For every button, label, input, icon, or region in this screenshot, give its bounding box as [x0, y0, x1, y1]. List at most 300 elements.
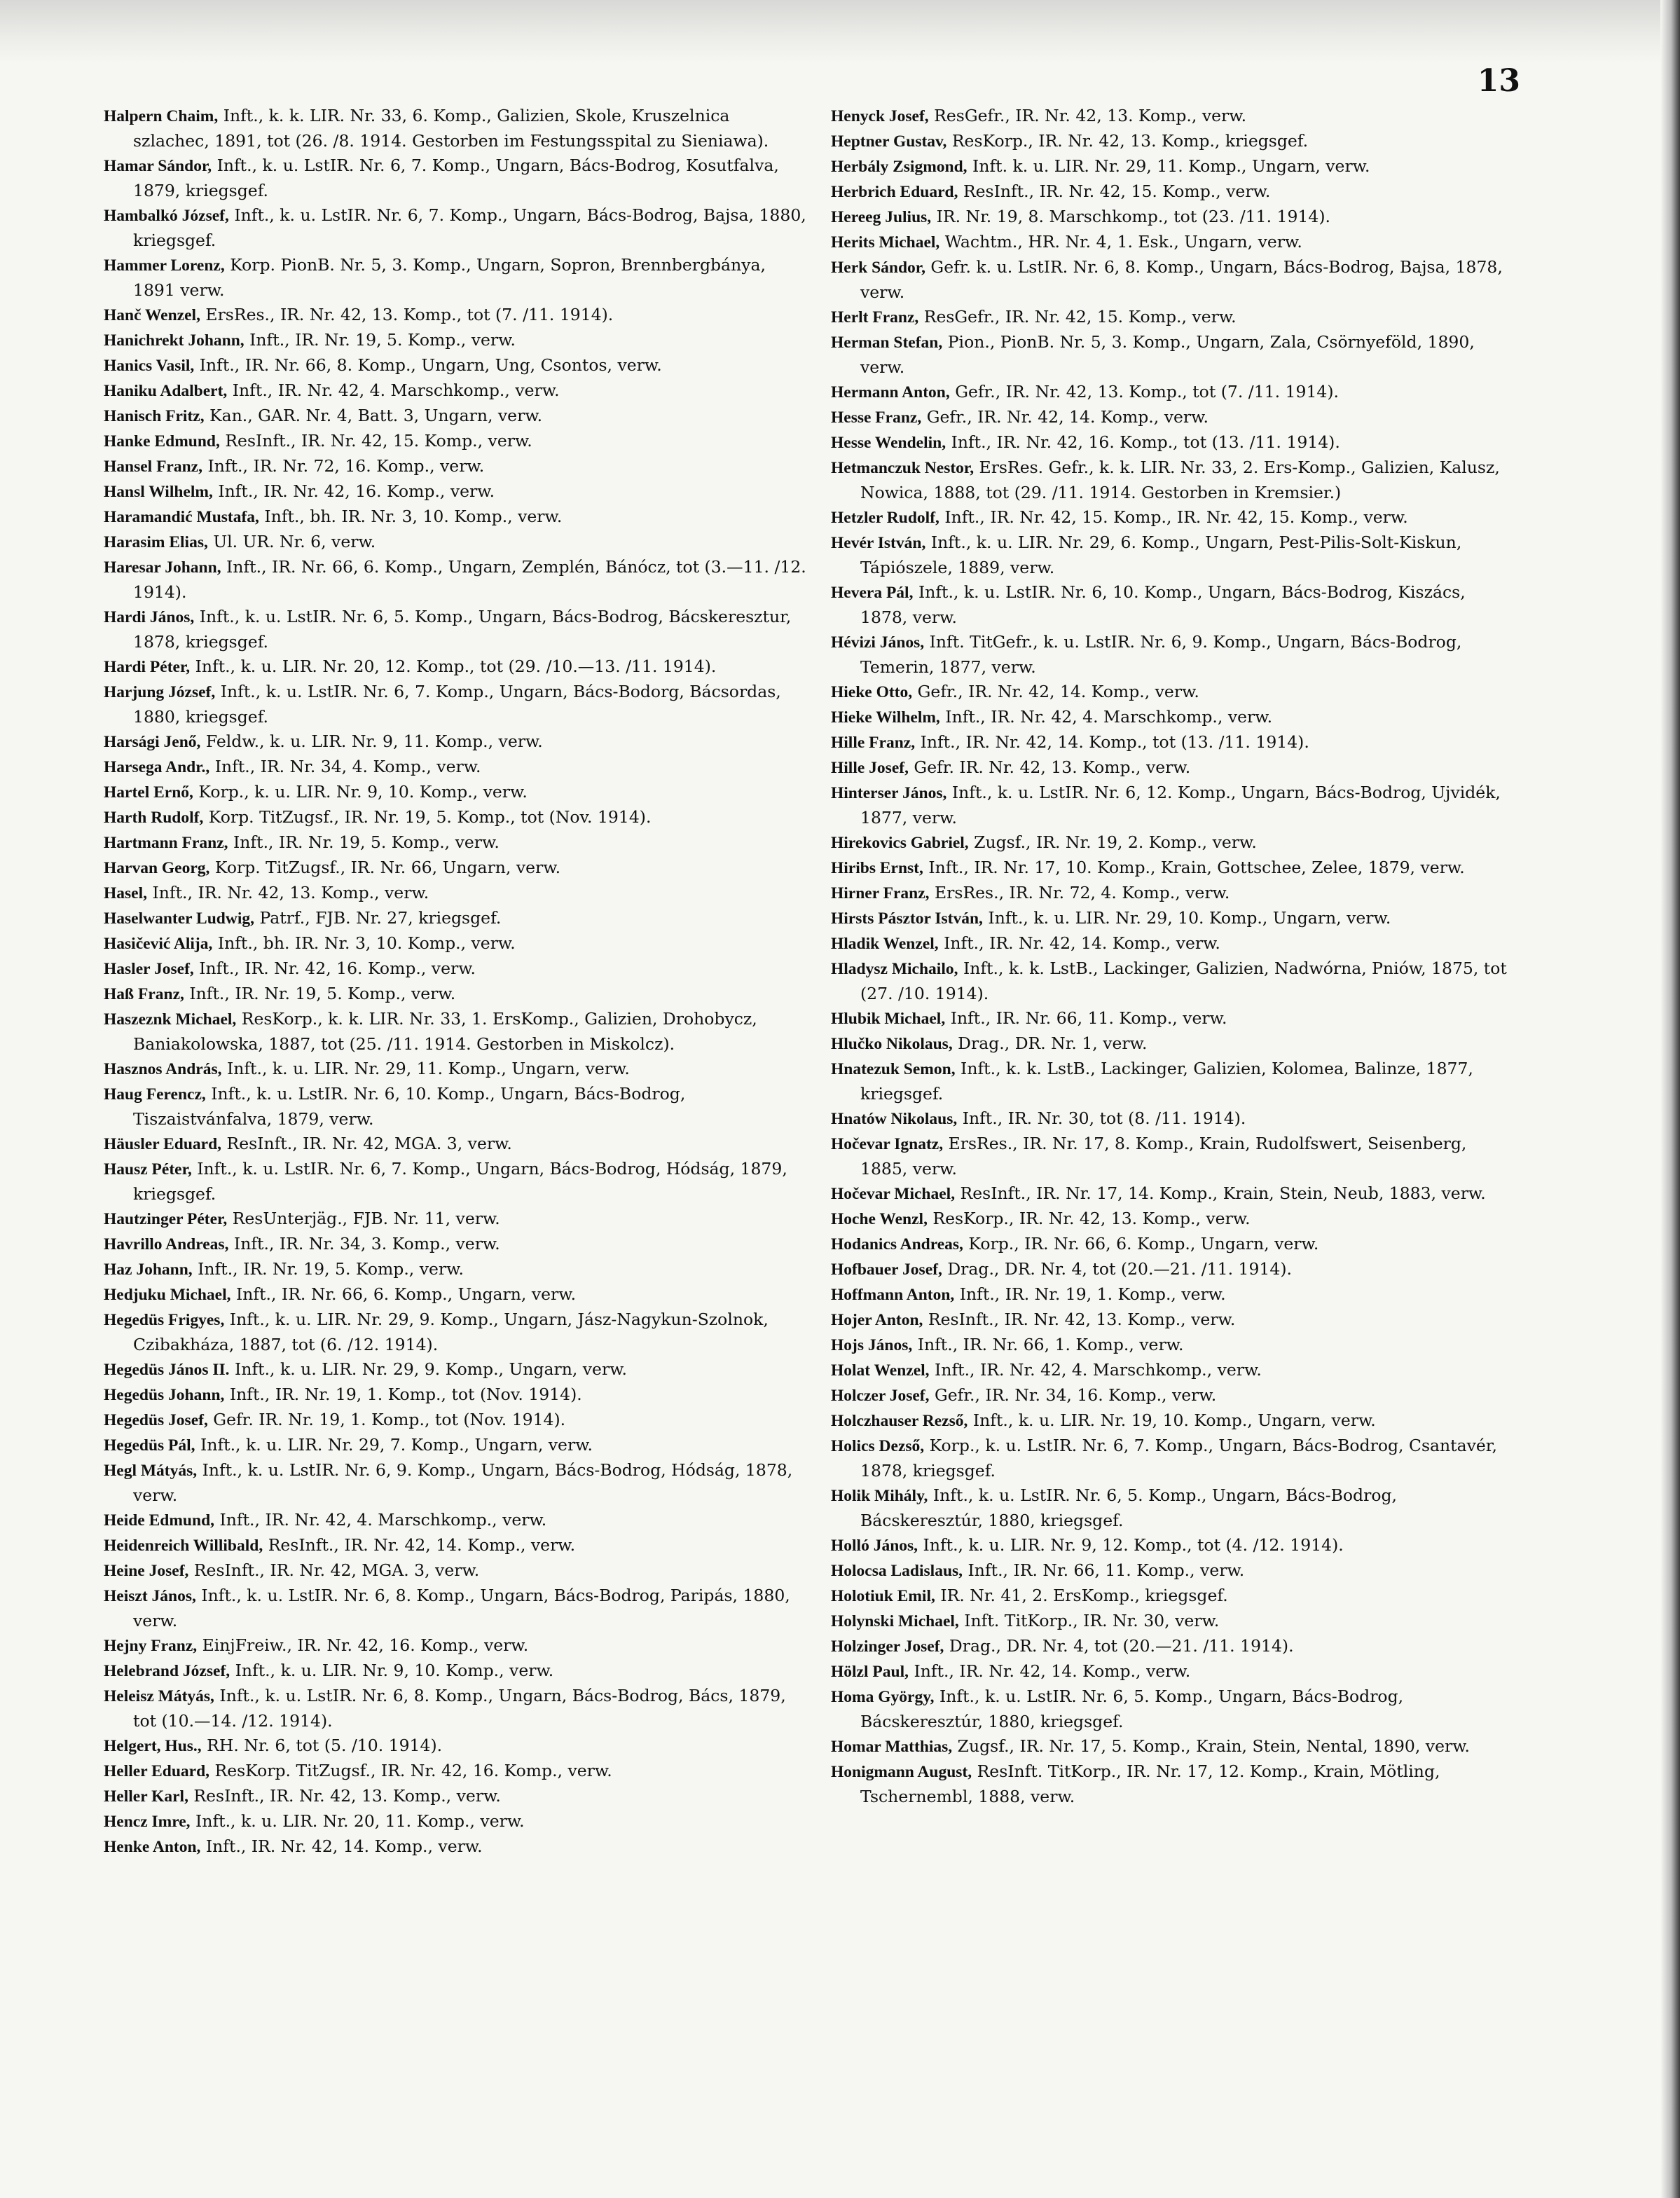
entry-details: Feldw., k. u. LIR. Nr. 9, 11. Komp., verw.: [200, 731, 543, 751]
entry-name: Harjung József,: [104, 683, 216, 701]
entry-details: Inft., k. u. LstIR. Nr. 6, 10. Komp., Ungarn, Bács-Bodrog, Kiszács, 1878, verw.: [860, 582, 1466, 627]
entry-name: Haniku Adalbert,: [104, 382, 228, 400]
entry-details: Inft., IR. Nr. 42, 14. Komp., verw.: [908, 1661, 1191, 1681]
entry-name: Heptner Gustav,: [831, 132, 947, 151]
casualty-entry: [104, 530, 810, 555]
entry-name: Hardi Péter,: [104, 658, 191, 676]
casualty-entry: [831, 1634, 1510, 1659]
entry-details: Inft., k. u. LstIR. Nr. 6, 7. Komp., Ungarn, Bács-Bodrog, Hódság, 1879, kriegsgef.: [133, 1159, 787, 1204]
casualty-entry: [831, 730, 1510, 755]
casualty-entry: [104, 1257, 810, 1282]
casualty-entry: [104, 378, 810, 404]
entry-name: Hegedüs Pál,: [104, 1436, 195, 1455]
entry-details: Drag., DR. Nr. 1, verw.: [952, 1033, 1148, 1053]
entry-name: Hirner Franz,: [831, 884, 930, 902]
entry-name: Heller Eduard,: [104, 1762, 210, 1780]
entry-details: Gefr., IR. Nr. 42, 13. Komp., tot (7. /11. 1914).: [949, 382, 1339, 401]
entry-details: Inft., IR. Nr. 42, 4. Marschkomp., verw.: [939, 707, 1273, 727]
casualty-entry: [831, 104, 1510, 129]
entry-details: Pion., PionB. Nr. 5, 3. Komp., Ungarn, Zala, Csörnyeföld, 1890, verw.: [860, 332, 1475, 377]
casualty-entry: [104, 1633, 810, 1658]
entry-name: Hieke Otto,: [831, 683, 913, 701]
entry-details: Gefr. IR. Nr. 19, 1. Komp., tot (Nov. 1914).: [207, 1410, 566, 1429]
entry-name: Heide Edmund,: [104, 1511, 215, 1530]
casualty-entry: [831, 931, 1510, 956]
entry-details: Inft., IR. Nr. 42, 13. Komp., verw.: [147, 883, 429, 902]
entry-details: ResInft., IR. Nr. 42, 14. Komp., verw.: [263, 1535, 576, 1555]
entry-details: ResInft. TitKorp., IR. Nr. 17, 12. Komp., Krain, Mötling, Tschernembl, 1888, verw.: [860, 1761, 1440, 1806]
entry-name: Hegedüs János II.: [104, 1361, 230, 1379]
entry-details: Inft., IR. Nr. 42, 4. Marschkomp., verw.: [929, 1360, 1262, 1380]
entry-name: Heller Karl,: [104, 1787, 188, 1806]
entry-details: ResInft., IR. Nr. 42, 15. Komp., verw.: [958, 181, 1271, 201]
entry-name: Holczhauser Rezső,: [831, 1412, 968, 1430]
entry-details: ErsRes., IR. Nr. 17, 8. Komp., Krain, Rudolfswert, Seisenberg, 1885, verw.: [860, 1134, 1467, 1179]
entry-name: Hetmanczuk Nestor,: [831, 459, 975, 477]
casualty-entry: [831, 179, 1510, 205]
casualty-entry: [831, 1558, 1510, 1584]
entry-details: Inft. k. u. LIR. Nr. 29, 11. Komp., Ungarn, verw.: [967, 156, 1370, 176]
casualty-entry: [831, 230, 1510, 255]
entry-name: Hirsts Pásztor István,: [831, 909, 983, 928]
casualty-entry: [104, 1307, 810, 1357]
entry-details: Inft. TitGefr., k. u. LstIR. Nr. 6, 9. Komp., Ungarn, Bács-Bodrog, Temerin, 1877, verw.: [860, 632, 1462, 677]
entry-name: Holik Mihály,: [831, 1487, 928, 1505]
casualty-entry: [831, 405, 1510, 430]
entry-name: Hevera Pál,: [831, 584, 914, 602]
casualty-entry: [104, 856, 810, 881]
entry-name: Hegedüs Frigyes,: [104, 1311, 225, 1329]
casualty-entry: [104, 931, 810, 956]
entry-details: Inft., k. u. LstIR. Nr. 6, 5. Komp., Ungarn, Bács-Bodrog, Bácskeresztur, 1878, kriegsgef.: [133, 607, 792, 652]
casualty-entry: [831, 380, 1510, 405]
entry-name: Haug Ferencz,: [104, 1085, 206, 1104]
casualty-entry: [831, 1759, 1510, 1809]
casualty-entry: [831, 1307, 1510, 1333]
casualty-entry: [831, 1358, 1510, 1383]
casualty-entry: [831, 705, 1510, 730]
entry-name: Hojs János,: [831, 1336, 913, 1354]
entry-details: Gefr. IR. Nr. 42, 13. Komp., verw.: [908, 757, 1191, 777]
casualty-entry: [831, 1106, 1510, 1132]
casualty-entry: [831, 1383, 1510, 1408]
casualty-entry: [831, 1181, 1510, 1207]
entry-name: Harvan Georg,: [104, 859, 210, 877]
entry-name: Hansel Franz,: [104, 458, 202, 476]
entry-details: Inft., k. u. LstIR. Nr. 6, 12. Komp., Ungarn, Bács-Bodrog, Ujvidék, 1877, verw.: [860, 783, 1501, 827]
entry-details: Inft., IR. Nr. 66, 6. Komp., Ungarn, verw.: [230, 1284, 577, 1304]
casualty-entry: [831, 205, 1510, 230]
entry-details: Inft., IR. Nr. 34, 3. Komp., verw.: [228, 1234, 500, 1253]
casualty-entry: [104, 1082, 810, 1132]
entry-details: Inft., k. k. LstB., Lackinger, Galizien, Kolomea, Balinze, 1877, kriegsgef.: [860, 1059, 1473, 1104]
entry-details: Korp., k. u. LstIR. Nr. 6, 7. Komp., Ungarn, Bács-Bodrog, Csantavér, 1878, kriegsgef.: [860, 1436, 1497, 1481]
entry-details: Inft., k. u. LIR. Nr. 29, 6. Komp., Ungarn, Pest-Pilis-Solt-Kiskun, Tápiószele, 1889, verw.: [860, 533, 1462, 577]
entry-name: Herbály Zsigmond,: [831, 158, 968, 176]
entry-details: Drag., DR. Nr. 4, tot (20.—21. /11. 1914).: [942, 1259, 1292, 1279]
casualty-entry: [831, 680, 1510, 705]
entry-name: Hautzinger Péter,: [104, 1210, 228, 1228]
entry-name: Holotiuk Emil,: [831, 1587, 935, 1605]
casualty-entry: [104, 729, 810, 755]
entry-name: Hegedüs Johann,: [104, 1386, 225, 1404]
casualty-entry: [831, 580, 1510, 630]
entry-name: Hegl Mátyás,: [104, 1462, 198, 1480]
casualty-entry: [104, 1282, 810, 1307]
entry-details: Inft., IR. Nr. 66, 11. Komp., verw.: [963, 1560, 1245, 1580]
entry-details: Inft., k. u. LstIR. Nr. 6, 8. Komp., Ungarn, Bács-Bodrog, Paripás, 1880, verw.: [133, 1586, 790, 1630]
scan-right-edge: [1660, 0, 1680, 2198]
entry-name: Hammer Lorenz,: [104, 256, 225, 275]
entry-name: Hesse Wendelin,: [831, 434, 946, 452]
casualty-entry: [104, 830, 810, 856]
entry-details: Korp., IR. Nr. 66, 6. Komp., Ungarn, verw.: [963, 1234, 1319, 1253]
entry-details: Inft., k. u. LstIR. Nr. 6, 7. Komp., Ungarn, Bács-Bodrog, Kosutfalva, 1879, kriegsgef.: [133, 156, 779, 200]
casualty-entry: [104, 253, 810, 303]
casualty-entry: [104, 104, 810, 153]
entry-details: ResInft., IR. Nr. 42, 15. Komp., verw.: [219, 431, 532, 451]
casualty-entry: [104, 1533, 810, 1558]
entry-details: Inft., k. k. LIR. Nr. 33, 6. Komp., Galizien, Skole, Kruszelnica szlachec, 1891, tot (26. /8. 1914. Gestorben im Festungsspital zu Sieniawa).: [133, 106, 769, 151]
entry-name: Hlubik Michael,: [831, 1010, 946, 1028]
entry-details: Inft., IR. Nr. 19, 5. Komp., verw.: [184, 984, 456, 1003]
casualty-entry: [831, 1408, 1510, 1434]
entry-details: Gefr., IR. Nr. 42, 14. Komp., verw.: [912, 682, 1199, 701]
casualty-entry: [831, 1659, 1510, 1684]
casualty-entry: [104, 353, 810, 378]
entry-name: Halpern Chaim,: [104, 107, 219, 125]
scan-top-shading: [0, 0, 1680, 63]
entry-name: Hanč Wenzel,: [104, 306, 200, 324]
entry-name: Harsági Jenő,: [104, 733, 201, 751]
entry-name: Homa György,: [831, 1688, 935, 1706]
entry-details: ResUnterjäg., FJB. Nr. 11, verw.: [227, 1209, 500, 1228]
entry-name: Hegedüs Josef,: [104, 1411, 208, 1429]
entry-details: Inft., IR. Nr. 42, 14. Komp., tot (13. /11. 1914).: [915, 732, 1309, 752]
page-number: 13: [1477, 63, 1520, 99]
entry-details: Inft., IR. Nr. 66, 8. Komp., Ungarn, Ung, Csontos, verw.: [194, 355, 662, 375]
entry-name: Heine Josef,: [104, 1562, 189, 1580]
entry-details: ResKorp., IR. Nr. 42, 13. Komp., kriegsgef.: [946, 131, 1309, 151]
casualty-entry: [104, 1232, 810, 1257]
casualty-entry: [104, 1207, 810, 1232]
entry-details: ResKorp., IR. Nr. 42, 13. Komp., verw.: [927, 1209, 1251, 1228]
casualty-entry: [831, 755, 1510, 781]
entry-details: Inft., k. u. LIR. Nr. 20, 11. Komp., verw.: [190, 1811, 525, 1831]
entry-name: Hanichrekt Johann,: [104, 331, 245, 350]
casualty-entry: [831, 1609, 1510, 1634]
entry-details: Gefr. k. u. LstIR. Nr. 6, 8. Komp., Ungarn, Bács-Bodrog, Bajsa, 1878, verw.: [860, 257, 1503, 302]
entry-details: Inft., k. u. LIR. Nr. 29, 10. Komp., Ungarn, verw.: [982, 908, 1391, 928]
entry-name: Haz Johann,: [104, 1261, 193, 1279]
entry-name: Hojer Anton,: [831, 1311, 923, 1329]
entry-details: Inft., bh. IR. Nr. 3, 10. Komp., verw.: [212, 933, 516, 953]
entry-details: Inft., k. u. LstIR. Nr. 6, 7. Komp., Ungarn, Bács-Bodrog, Bajsa, 1880, kriegsgef.: [133, 205, 806, 250]
entry-name: Herlt Franz,: [831, 308, 919, 327]
entry-details: Inft., k. u. LIR. Nr. 29, 9. Komp., Ungarn, verw.: [229, 1359, 627, 1379]
casualty-entry: [104, 479, 810, 504]
casualty-entry: [831, 1483, 1510, 1533]
casualty-entry: [104, 1007, 810, 1057]
casualty-entry: [104, 1433, 810, 1458]
casualty-entry: [104, 1809, 810, 1834]
casualty-entry: [831, 1006, 1510, 1031]
casualty-entry: [104, 1057, 810, 1082]
casualty-entry: [104, 805, 810, 830]
entry-name: Holics Dezső,: [831, 1437, 925, 1455]
casualty-entry: [831, 1333, 1510, 1358]
entry-details: Inft., k. u. LstIR. Nr. 6, 8. Komp., Ungarn, Bács-Bodrog, Bács, 1879, tot (10.—14. /12. 1914).: [133, 1686, 786, 1731]
entry-name: Hlučko Nikolaus,: [831, 1035, 953, 1053]
entry-name: Hölzl Paul,: [831, 1663, 909, 1681]
casualty-entry: [831, 1434, 1510, 1483]
entry-name: Heiszt János,: [104, 1587, 196, 1605]
entry-details: Inft., k. u. LIR. Nr. 29, 9. Komp., Ungarn, Jász-Nagykun-Szolnok, Czibakháza, 1887, tot (6. /12. 1914).: [133, 1310, 769, 1354]
casualty-entry: [104, 1558, 810, 1584]
casualty-entry: [104, 1458, 810, 1508]
casualty-entry: [104, 153, 810, 203]
entry-name: Hnatów Nikolaus,: [831, 1110, 958, 1128]
entry-name: Hinterser János,: [831, 784, 947, 802]
entry-name: Hanke Edmund,: [104, 432, 220, 451]
entry-details: Korp. TitZugsf., IR. Nr. 19, 5. Komp., tot (Nov. 1914).: [203, 807, 652, 827]
casualty-entry: [831, 1031, 1510, 1057]
entry-name: Homar Matthias,: [831, 1738, 953, 1756]
entry-name: Hansl Wilhelm,: [104, 483, 213, 501]
entry-name: Helebrand József,: [104, 1662, 230, 1680]
entry-details: ResGefr., IR. Nr. 42, 13. Komp., verw.: [928, 106, 1247, 125]
casualty-entry: [831, 1132, 1510, 1181]
entry-name: Hasel,: [104, 884, 148, 902]
casualty-entry: [831, 455, 1510, 505]
entry-name: Hofbauer Josef,: [831, 1261, 942, 1279]
entry-name: Hejny Franz,: [104, 1637, 198, 1655]
entry-name: Holynski Michael,: [831, 1612, 959, 1630]
casualty-entry: [104, 1357, 810, 1382]
casualty-entry: [104, 956, 810, 982]
entry-name: Hočevar Michael,: [831, 1185, 956, 1203]
casualty-entry: [104, 1784, 810, 1809]
casualty-entry: [104, 555, 810, 605]
casualty-entry: [831, 154, 1510, 179]
entry-details: Inft., IR. Nr. 19, 1. Komp., tot (Nov. 1914).: [224, 1385, 582, 1404]
entry-details: Inft., IR. Nr. 42, 4. Marschkomp., verw.: [214, 1510, 547, 1530]
casualty-entry: [831, 1257, 1510, 1282]
casualty-entry: [104, 755, 810, 780]
casualty-entry: [104, 881, 810, 906]
entry-details: Inft., k. u. LIR. Nr. 19, 10. Komp., Ungarn, verw.: [968, 1410, 1376, 1430]
entry-details: Korp. PionB. Nr. 5, 3. Komp., Ungarn, Sopron, Brennbergbánya, 1891 verw.: [133, 255, 766, 300]
casualty-entry: [104, 1733, 810, 1759]
entry-details: Korp., k. u. LIR. Nr. 9, 10. Komp., verw.: [193, 782, 528, 802]
casualty-entry: [104, 1684, 810, 1733]
casualty-entry: [104, 1382, 810, 1408]
entry-name: Holat Wenzel,: [831, 1361, 930, 1380]
entry-name: Herk Sándor,: [831, 259, 925, 277]
entry-details: Wachtm., HR. Nr. 4, 1. Esk., Ungarn, verw.: [939, 232, 1302, 252]
entry-name: Hambalkó József,: [104, 207, 229, 225]
entry-name: Heidenreich Willibald,: [104, 1537, 263, 1555]
entry-name: Heleisz Mátyás,: [104, 1687, 214, 1705]
entry-details: ErsRes., IR. Nr. 42, 13. Komp., tot (7. /11. 1914).: [200, 305, 614, 324]
casualty-entry: [104, 654, 810, 680]
entry-name: Hasznos András,: [104, 1060, 222, 1078]
entry-name: Hesse Franz,: [831, 408, 922, 427]
entry-name: Holló János,: [831, 1537, 918, 1555]
entry-name: Hiribs Ernst,: [831, 859, 923, 877]
casualty-entry: [831, 1282, 1510, 1307]
casualty-entry: [831, 1684, 1510, 1734]
entry-name: Hartel Ernő,: [104, 783, 193, 802]
entry-details: Inft., IR. Nr. 42, 4. Marschkomp., verw.: [227, 380, 560, 400]
entry-name: Haselwanter Ludwig,: [104, 909, 254, 928]
entry-details: Inft., IR. Nr. 19, 5. Komp., verw.: [244, 330, 516, 350]
entry-details: Inft., k. u. LstIR. Nr. 6, 5. Komp., Ungarn, Bács-Bodrog, Bácskeresztúr, 1880, kriegsgef.: [860, 1485, 1397, 1530]
entry-name: Holocsa Ladislaus,: [831, 1562, 963, 1580]
entry-details: Zugsf., IR. Nr. 17, 5. Komp., Krain, Stein, Nental, 1890, verw.: [952, 1736, 1471, 1756]
entry-name: Hanics Vasil,: [104, 357, 195, 375]
casualty-entry: [104, 1759, 810, 1784]
casualty-entry: [831, 881, 1510, 906]
casualty-entry: [104, 404, 810, 429]
casualty-entry: [831, 305, 1510, 330]
casualty-entry: [104, 680, 810, 729]
entry-name: Holzinger Josef,: [831, 1637, 944, 1656]
entry-details: ErsRes., IR. Nr. 72, 4. Komp., verw.: [929, 883, 1230, 902]
entry-name: Haramandić Mustafa,: [104, 508, 259, 526]
casualty-entry: [104, 429, 810, 454]
casualty-entry: [831, 505, 1510, 530]
entry-details: Inft., k. u. LstIR. Nr. 6, 9. Komp., Ungarn, Bács-Bodrog, Hódság, 1878, verw.: [133, 1460, 793, 1505]
casualty-entry: [831, 830, 1510, 856]
entry-name: Henyck Josef,: [831, 107, 929, 125]
entry-name: Hille Josef,: [831, 759, 909, 777]
entry-name: Helgert, Hus.,: [104, 1737, 202, 1755]
entry-details: Inft., k. u. LIR. Nr. 29, 11. Komp., Ungarn, verw.: [221, 1059, 630, 1078]
entry-details: Inft., k. u. LstIR. Nr. 6, 5. Komp., Ungarn, Bács-Bodrog, Bácskeresztúr, 1880, kriegsgef.: [860, 1687, 1404, 1731]
entry-details: Inft. TitKorp., IR. Nr. 30, verw.: [958, 1611, 1220, 1630]
entry-name: Hanisch Fritz,: [104, 407, 205, 425]
casualty-entry: [104, 780, 810, 805]
entry-details: Inft., k. u. LIR. Nr. 9, 12. Komp., tot (4. /12. 1914).: [918, 1535, 1344, 1555]
entry-name: Haß Franz,: [104, 985, 184, 1003]
entry-name: Hetzler Rudolf,: [831, 509, 939, 527]
right-column: [831, 104, 1510, 2178]
entry-details: RH. Nr. 6, tot (5. /10. 1914).: [201, 1736, 443, 1755]
entry-details: IR. Nr. 41, 2. ErsKomp., kriegsgef.: [935, 1586, 1228, 1605]
entry-details: ResInft., IR. Nr. 17, 14. Komp., Krain, Stein, Neub, 1883, verw.: [955, 1183, 1486, 1203]
casualty-entry: [831, 330, 1510, 380]
entry-details: EinjFreiw., IR. Nr. 42, 16. Komp., verw.: [197, 1635, 529, 1655]
casualty-entry: [831, 530, 1510, 580]
entry-name: Hereeg Julius,: [831, 208, 932, 226]
casualty-entry: [104, 328, 810, 353]
casualty-entry: [104, 906, 810, 931]
casualty-entry: [831, 1584, 1510, 1609]
entry-details: Korp. TitZugsf., IR. Nr. 66, Ungarn, verw.: [209, 858, 561, 877]
entry-details: Kan., GAR. Nr. 4, Batt. 3, Ungarn, verw.: [204, 406, 543, 425]
casualty-entry: [104, 1658, 810, 1684]
casualty-entry: [104, 605, 810, 654]
entry-name: Hasičević Alija,: [104, 935, 213, 953]
casualty-entry: [831, 906, 1510, 931]
entry-details: ResInft., IR. Nr. 42, MGA. 3, verw.: [188, 1560, 480, 1580]
entry-details: Gefr., IR. Nr. 42, 14. Komp., verw.: [921, 407, 1209, 427]
entry-details: IR. Nr. 19, 8. Marschkomp., tot (23. /11. 1914).: [931, 207, 1330, 226]
entry-name: Havrillo Andreas,: [104, 1235, 229, 1253]
entry-details: Inft., IR. Nr. 19, 5. Komp., verw.: [228, 832, 500, 852]
entry-name: Herman Stefan,: [831, 334, 943, 352]
entry-name: Hoffmann Anton,: [831, 1286, 955, 1304]
entry-details: Inft., IR. Nr. 19, 1. Komp., verw.: [954, 1284, 1226, 1304]
entry-details: Inft., IR. Nr. 17, 10. Komp., Krain, Gottschee, Zelee, 1879, verw.: [923, 858, 1465, 877]
entry-details: Inft., IR. Nr. 42, 14. Komp., verw.: [200, 1836, 483, 1856]
entry-name: Hamar Sándor,: [104, 157, 212, 175]
entry-name: Holczer Josef,: [831, 1387, 930, 1405]
entry-details: ErsRes. Gefr., k. k. LIR. Nr. 33, 2. Ers-Komp., Galizien, Kalusz, Nowica, 1888, tot (29. /11. 1914. Gestorben in Kremsier.): [860, 458, 1500, 502]
entry-details: Patrf., FJB. Nr. 27, kriegsgef.: [254, 908, 502, 928]
entry-details: Inft., k. k. LstB., Lackinger, Galizien, Nadwórna, Pniów, 1875, tot (27. /10. 1914).: [860, 959, 1507, 1003]
casualty-entry: [831, 1533, 1510, 1558]
entry-details: Inft., k. u. LIR. Nr. 20, 12. Komp., tot (29. /10.—13. /11. 1914).: [190, 657, 717, 676]
entry-details: ResInft., IR. Nr. 42, 13. Komp., verw.: [188, 1786, 501, 1806]
casualty-entry: [831, 1207, 1510, 1232]
casualty-entry: [831, 1057, 1510, 1106]
entry-name: Herits Michael,: [831, 233, 940, 252]
casualty-entry: [104, 982, 810, 1007]
entry-details: Inft., IR. Nr. 42, 16. Komp., verw.: [212, 481, 495, 501]
entry-name: Herbrich Eduard,: [831, 183, 958, 201]
entry-details: ResInft., IR. Nr. 42, MGA. 3, verw.: [221, 1134, 512, 1153]
casualty-entry: [831, 129, 1510, 154]
entry-details: Inft., k. u. LstIR. Nr. 6, 10. Komp., Ungarn, Bács-Bodrog, Tiszaistvánfalva, 1879, verw.: [133, 1084, 686, 1129]
entry-details: Inft., IR. Nr. 34, 4. Komp., verw.: [209, 757, 481, 776]
entry-name: Hirekovics Gabriel,: [831, 834, 969, 852]
casualty-entry: [831, 1232, 1510, 1257]
entry-name: Hasler Josef,: [104, 960, 194, 978]
entry-details: Inft., k. u. LIR. Nr. 9, 10. Komp., verw.: [230, 1661, 554, 1680]
entry-name: Hnatezuk Semon,: [831, 1060, 956, 1078]
entry-details: Inft., IR. Nr. 19, 5. Komp., verw.: [192, 1259, 464, 1279]
entry-details: Zugsf., IR. Nr. 19, 2. Komp., verw.: [968, 832, 1257, 852]
entry-name: Hočevar Ignatz,: [831, 1135, 944, 1153]
entry-name: Harsega Andr.,: [104, 758, 210, 776]
entry-details: Inft., IR. Nr. 66, 1. Komp., verw.: [912, 1335, 1184, 1354]
entry-details: Inft., IR. Nr. 66, 11. Komp., verw.: [945, 1008, 1227, 1028]
entry-details: Drag., DR. Nr. 4, tot (20.—21. /11. 1914).: [944, 1636, 1294, 1656]
entry-name: Hardi János,: [104, 608, 195, 626]
casualty-entry: [104, 1157, 810, 1207]
entry-name: Hermann Anton,: [831, 383, 950, 401]
entry-details: Inft., IR. Nr. 42, 16. Komp., tot (13. /11. 1914).: [946, 432, 1340, 452]
entry-name: Hartmann Franz,: [104, 834, 228, 852]
casualty-entry: [831, 255, 1510, 305]
entry-details: Inft., IR. Nr. 42, 15. Komp., IR. Nr. 42, 15. Komp., verw.: [939, 507, 1408, 527]
casualty-entry: [831, 856, 1510, 881]
entry-name: Hladik Wenzel,: [831, 935, 939, 953]
entry-details: Inft., IR. Nr. 72, 16. Komp., verw.: [202, 456, 485, 476]
casualty-entry: [104, 1508, 810, 1533]
entry-details: Ul. UR. Nr. 6, verw.: [207, 532, 376, 551]
entry-details: Inft., bh. IR. Nr. 3, 10. Komp., verw.: [259, 507, 563, 526]
entry-name: Haresar Johann,: [104, 558, 221, 577]
entry-name: Honigmann August,: [831, 1763, 972, 1781]
casualty-entry: [831, 630, 1510, 680]
entry-details: Inft., IR. Nr. 66, 6. Komp., Ungarn, Zemplén, Bánócz, tot (3.—11. /12. 1914).: [133, 557, 806, 602]
entry-details: ResInft., IR. Nr. 42, 13. Komp., verw.: [923, 1310, 1236, 1329]
entry-name: Hoche Wenzl,: [831, 1210, 928, 1228]
entry-details: ResKorp., k. k. LIR. Nr. 33, 1. ErsKomp., Galizien, Drohobycz, Baniakolowska, 1887, tot (25. /11. 1914. Gestorben in Miskolcz).: [133, 1009, 757, 1054]
